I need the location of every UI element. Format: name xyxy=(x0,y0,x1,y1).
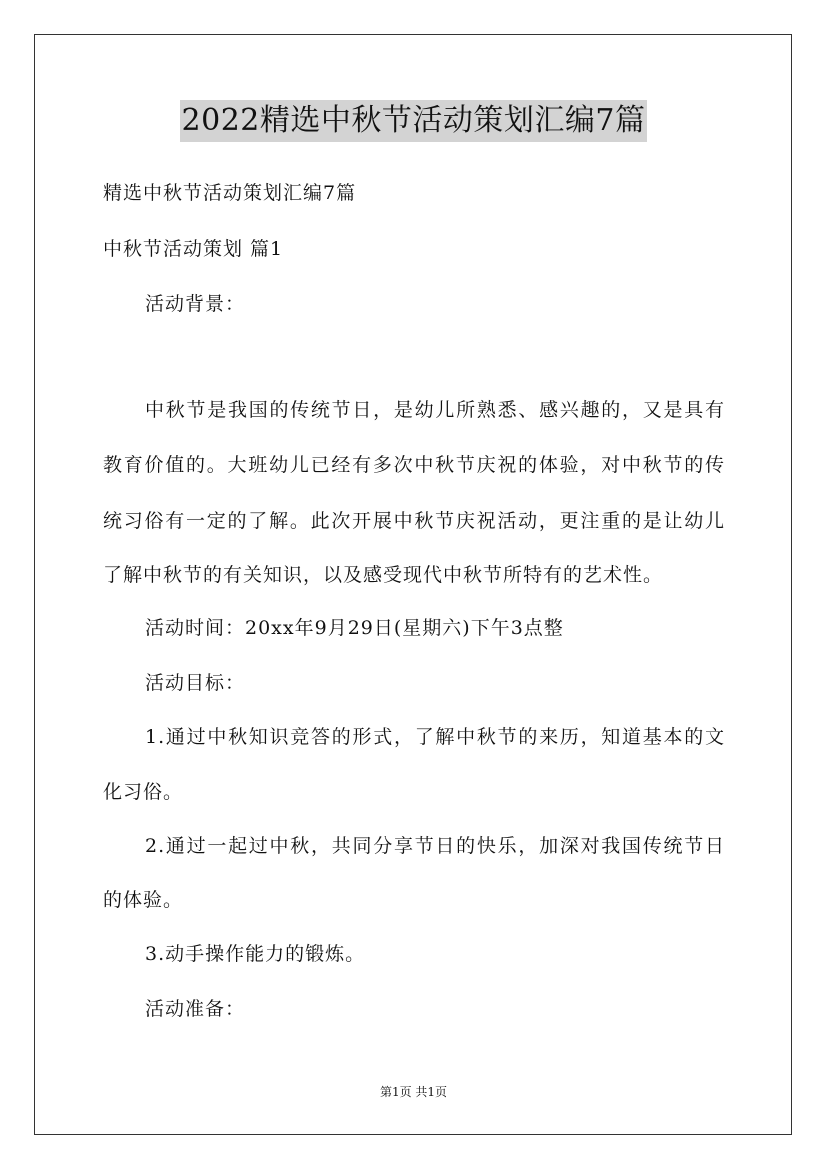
section-heading: 中秋节活动策划 篇1 xyxy=(103,238,284,260)
paragraph-line: 教育价值的。大班幼儿已经有多次中秋节庆祝的体验，对中秋节的传 xyxy=(103,454,725,476)
page-footer: 第1页 共1页 xyxy=(379,1085,448,1099)
paragraph-line: 的体验。 xyxy=(103,889,184,911)
paragraph-line: 统习俗有一定的了解。此次开展中秋节庆祝活动，更注重的是让幼儿 xyxy=(103,510,725,532)
paragraph-line: 活动目标： xyxy=(145,672,246,694)
paragraph-line: 化习俗。 xyxy=(103,781,184,803)
paragraph-line: 2.通过一起过中秋，共同分享节日的快乐，加深对我国传统节日 xyxy=(145,835,725,857)
paragraph-line: 3.动手操作能力的锻炼。 xyxy=(145,943,366,965)
document-title: 2022精选中秋节活动策划汇编7篇 xyxy=(180,100,648,142)
title-container xyxy=(0,100,827,142)
paragraph-line: 活动准备： xyxy=(145,998,246,1020)
paragraph-line: 1.通过中秋知识竞答的形式，了解中秋节的来历，知道基本的文 xyxy=(145,726,725,748)
paragraph-line: 活动背景： xyxy=(145,293,246,315)
paragraph-line: 中秋节是我国的传统节日，是幼儿所熟悉、感兴趣的，又是具有 xyxy=(145,399,725,421)
paragraph-line: 了解中秋节的有关知识，以及感受现代中秋节所特有的艺术性。 xyxy=(103,564,664,586)
paragraph-line: 活动时间：20xx年9月29日(星期六)下午3点整 xyxy=(145,617,564,639)
subtitle-line: 精选中秋节活动策划汇编7篇 xyxy=(103,182,357,204)
